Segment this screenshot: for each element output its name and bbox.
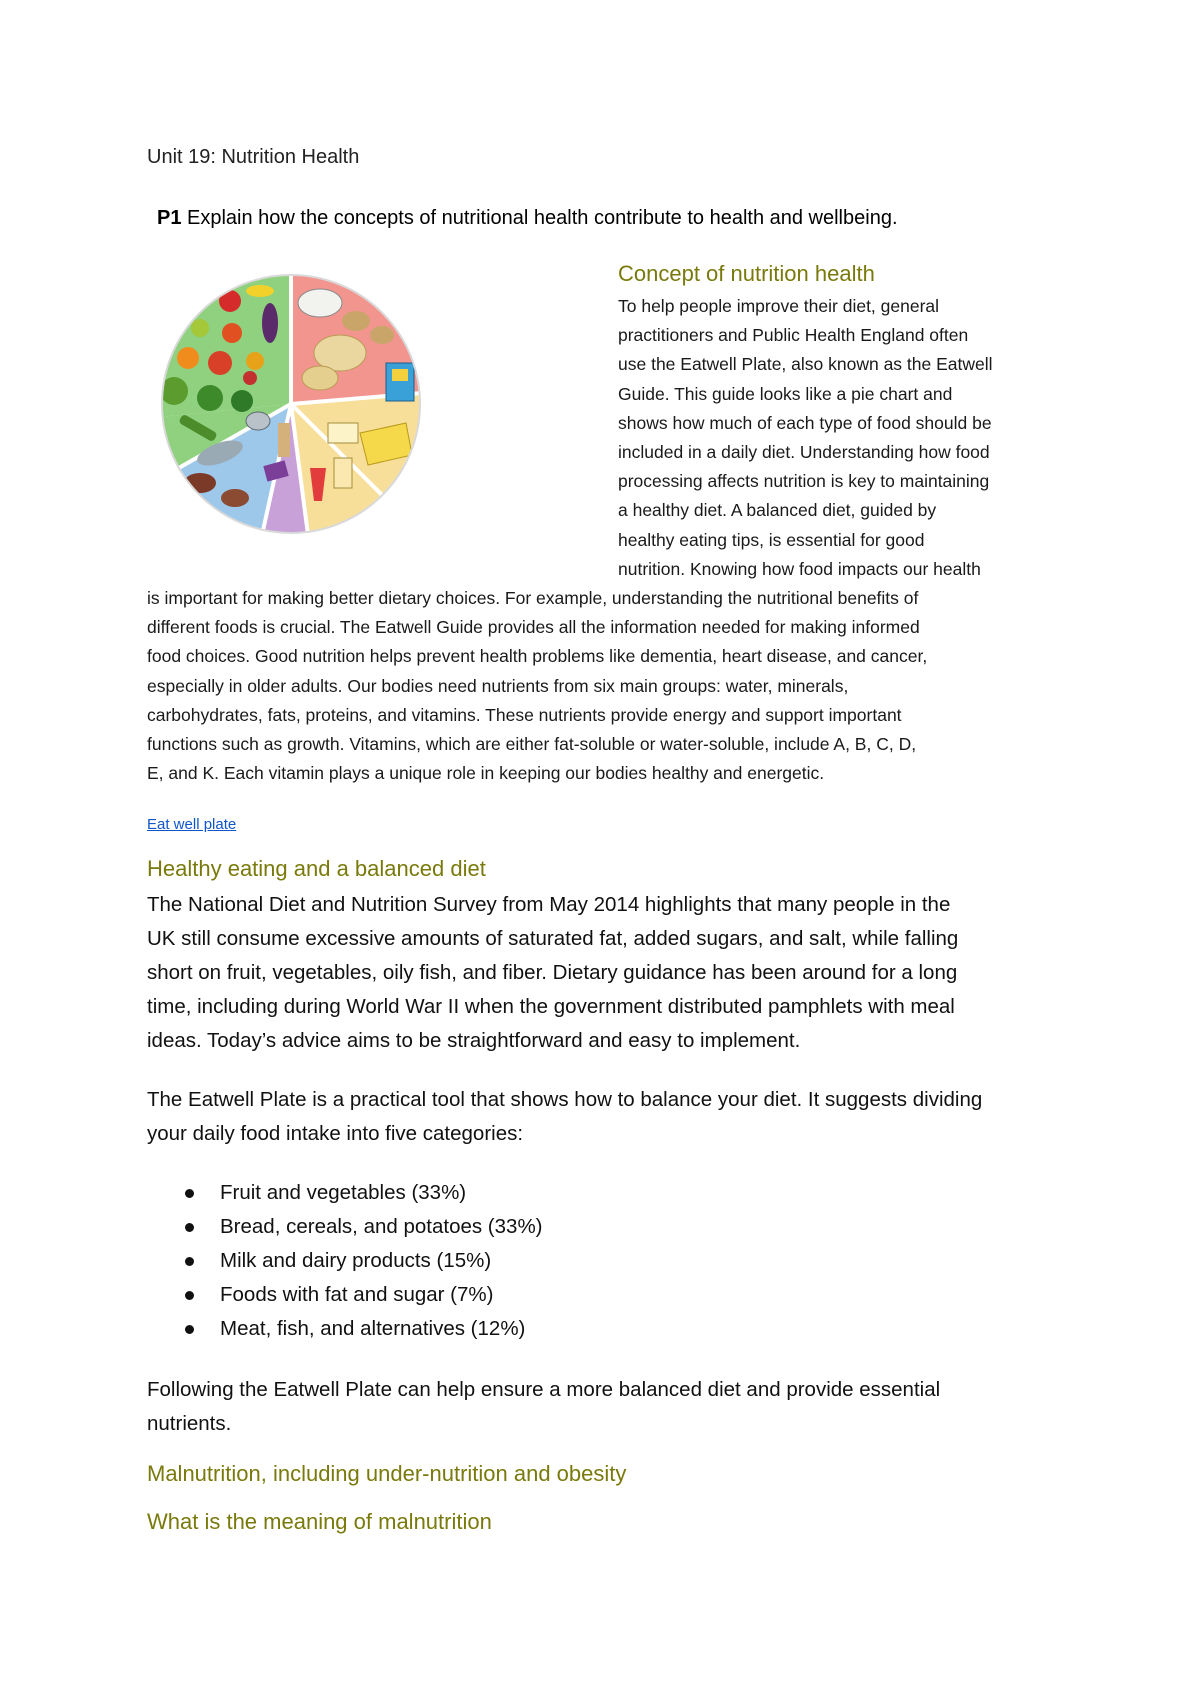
eatwell-plate-illustration [160, 273, 422, 535]
concept-line: nutrition. Knowing how food impacts our health [618, 558, 981, 579]
category-label: Bread, cereals, and potatoes (33%) [220, 1215, 543, 1238]
paragraph-line: nutrients. [147, 1412, 232, 1435]
concept-paragraph [618, 292, 1068, 584]
concept-line: To help people improve their diet, general [618, 296, 940, 316]
eat-well-plate-link[interactable]: Eat well plate [147, 816, 237, 833]
paragraph-line: The National Diet and Nutrition Survey from May 2014 highlights that many people in the [147, 893, 951, 916]
bullet-icon [185, 1291, 194, 1300]
concept-line: different foods is crucial. The Eatwell Guide provides all the information needed for making informed [147, 617, 920, 638]
food-categories-list [147, 1176, 543, 1346]
concept-line: included in a daily diet. Understanding how food [618, 442, 990, 463]
concept-line: E, and K. Each vitamin plays a unique role in keeping our bodies healthy and energetic. [147, 763, 825, 784]
list-item [147, 1278, 543, 1312]
concept-line: is important for making better dietary choices. For example, understanding the nutritional benefits of [147, 588, 919, 608]
list-item [147, 1244, 543, 1278]
paragraph-line: time, including during World War II when the government distributed pamphlets with meal [147, 995, 955, 1018]
concept-line: carbohydrates, fats, proteins, and vitamins. These nutrients provide energy and support important [147, 704, 902, 725]
paragraph-line: UK still consume excessive amounts of saturated fat, added sugars, and salt, while falling [147, 927, 959, 950]
following-paragraph [147, 1373, 1087, 1441]
malnutrition-heading: Malnutrition, including under-nutrition and obesity [147, 1461, 627, 1486]
concept-line: especially in older adults. Our bodies need nutrients from six main groups: water, minerals, [147, 675, 849, 696]
bullet-icon [185, 1223, 194, 1232]
paragraph-line: Following the Eatwell Plate can help ensure a more balanced diet and provide essential [147, 1378, 941, 1401]
p1-label: P1 [157, 207, 182, 229]
concept-line: food choices. Good nutrition helps prevent health problems like dementia, heart disease, and cancer, [147, 646, 928, 667]
concept-line: shows how much of each type of food should be [618, 412, 992, 433]
concept-line: functions such as growth. Vitamins, which are either fat-soluble or water-soluble, include A, B, C, D, [147, 734, 917, 755]
category-label: Meat, fish, and alternatives (12%) [220, 1317, 526, 1340]
paragraph-line: The Eatwell Plate is a practical tool that shows how to balance your diet. It suggests dividing [147, 1088, 983, 1111]
p1-heading [157, 207, 898, 230]
concept-line: processing affects nutrition is key to maintaining [618, 471, 990, 492]
concept-line: practitioners and Public Health England often [618, 325, 969, 346]
eatwell-plate-paragraph [147, 1083, 1087, 1151]
concept-line: healthy eating tips, is essential for good [618, 529, 925, 550]
category-label: Milk and dairy products (15%) [220, 1249, 492, 1272]
unit-title: Unit 19: Nutrition Health [147, 146, 360, 168]
category-label: Foods with fat and sugar (7%) [220, 1283, 494, 1306]
paragraph-line: short on fruit, vegetables, oily fish, and fiber. Dietary guidance has been around for a long [147, 961, 958, 984]
concept-line: a healthy diet. A balanced diet, guided by [618, 500, 937, 521]
concept-line: Guide. This guide looks like a pie chart and [618, 383, 953, 404]
category-label: Fruit and vegetables (33%) [220, 1181, 467, 1204]
healthy-eating-paragraph [147, 888, 1087, 1058]
list-item [147, 1210, 543, 1244]
bullet-icon [185, 1325, 194, 1334]
healthy-eating-heading: Healthy eating and a balanced diet [147, 856, 486, 881]
malnutrition-meaning-heading: What is the meaning of malnutrition [147, 1509, 492, 1534]
p1-text: Explain how the concepts of nutritional health contribute to health and wellbeing. [181, 207, 898, 229]
bullet-icon [185, 1189, 194, 1198]
concept-line: use the Eatwell Plate, also known as the Eatwell [618, 354, 993, 375]
list-item [147, 1176, 543, 1210]
concept-heading: Concept of nutrition health [618, 261, 875, 286]
list-item [147, 1312, 543, 1346]
concept-paragraph-continued [147, 584, 1087, 788]
paragraph-line: ideas. Today’s advice aims to be straightforward and easy to implement. [147, 1029, 801, 1052]
paragraph-line: your daily food intake into five categories: [147, 1122, 524, 1145]
bullet-icon [185, 1257, 194, 1266]
